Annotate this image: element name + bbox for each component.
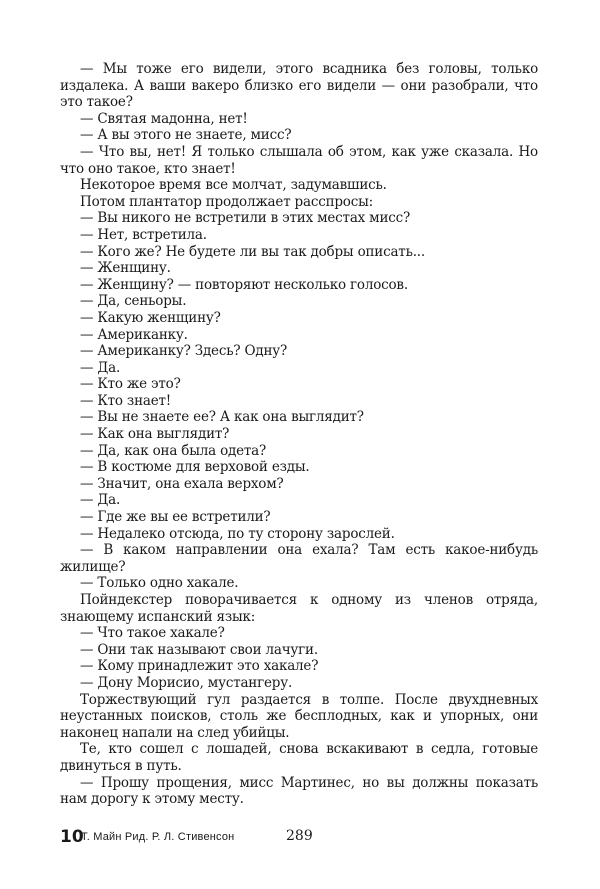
paragraph: — Что такое хакале?	[80, 625, 225, 642]
paragraph: — Да, сеньоры.	[80, 293, 187, 310]
page-footer	[60, 827, 538, 851]
paragraph: — Дону Морисио, мустангеру.	[80, 674, 293, 691]
paragraph: — Вы никого не встретили в этих местах мисс?	[80, 210, 411, 227]
paragraph: — А вы этого не знаете, мисс?	[80, 127, 292, 144]
body-text	[60, 61, 538, 808]
paragraph: Те, кто сошел с лошадей, снова вскакивают в седла, готовые двинуться в путь.	[60, 741, 538, 774]
paragraph: — Они так называют свои лачуги.	[80, 641, 318, 658]
paragraph: Некоторое время все молчат, задумавшись.	[80, 177, 387, 194]
paragraph: — Кто же это?	[80, 376, 181, 393]
paragraph: — Значит, она ехала верхом?	[80, 475, 284, 492]
paragraph: — Какую женщину?	[80, 309, 221, 326]
paragraph: — Кому принадлежит это хакале?	[80, 658, 319, 675]
paragraph: — Да.	[80, 492, 121, 509]
paragraph: — Да, как она была одета?	[80, 442, 267, 459]
paragraph: — Прошу прощения, мисс Мартинес, но вы должны показать нам дорогу к этому месту.	[60, 774, 538, 808]
paragraph: — В каком направлении она ехала? Там есть какое-нибудь жилище?	[60, 542, 538, 575]
paragraph: Торжествующий гул раздается в толпе. После двухдневных неустанных поисков, столь же бесплодных, как и упорных, они наконец напали на след убийцы.	[60, 691, 538, 741]
paragraph: — Кого же? Не будете ли вы так добры описать...	[80, 243, 425, 260]
signature-number: 10	[60, 827, 84, 847]
paragraph: — Как она выглядит?	[80, 426, 230, 443]
paragraph: — Американку? Здесь? Одну?	[80, 343, 288, 360]
paragraph: — Святая мадонна, нет!	[80, 110, 248, 127]
paragraph: — Нет, встретила.	[80, 226, 207, 243]
paragraph: — Недалеко отсюда, по ту сторону зарослей.	[80, 525, 395, 542]
paragraph: — Мы тоже его видели, этого всадника без головы, только издалека. А ваши вакеро близко его видели — они разобрали, что это такое?	[60, 61, 538, 111]
paragraph: — Американку.	[80, 326, 188, 343]
paragraph: — Где же вы ее встретили?	[80, 509, 271, 526]
paragraph: — Что вы, нет! Я только слышала об этом, как уже сказала. Но что оно такое, кто знает!	[60, 143, 538, 177]
paragraph: — Кто знает!	[80, 392, 172, 409]
paragraph: — В костюме для верховой езды.	[80, 459, 310, 476]
paragraph: — Женщину? — повторяют несколько голосов.	[80, 276, 408, 293]
paragraph: Потом плантатор продолжает расспросы:	[80, 193, 373, 210]
page-number: 289	[286, 828, 313, 844]
paragraph: — Только одно хакале.	[80, 575, 239, 592]
paragraph: Пойндекстер поворачивается к одному из членов отряда, знающему испанский язык:	[60, 592, 538, 625]
signature-text: Т. Майн Рид. Р. Л. Стивенсон	[81, 831, 235, 843]
paragraph: — Вы не знаете ее? А как она выглядит?	[80, 409, 364, 426]
paragraph: — Женщину.	[80, 260, 171, 277]
paragraph: — Да.	[80, 359, 121, 376]
